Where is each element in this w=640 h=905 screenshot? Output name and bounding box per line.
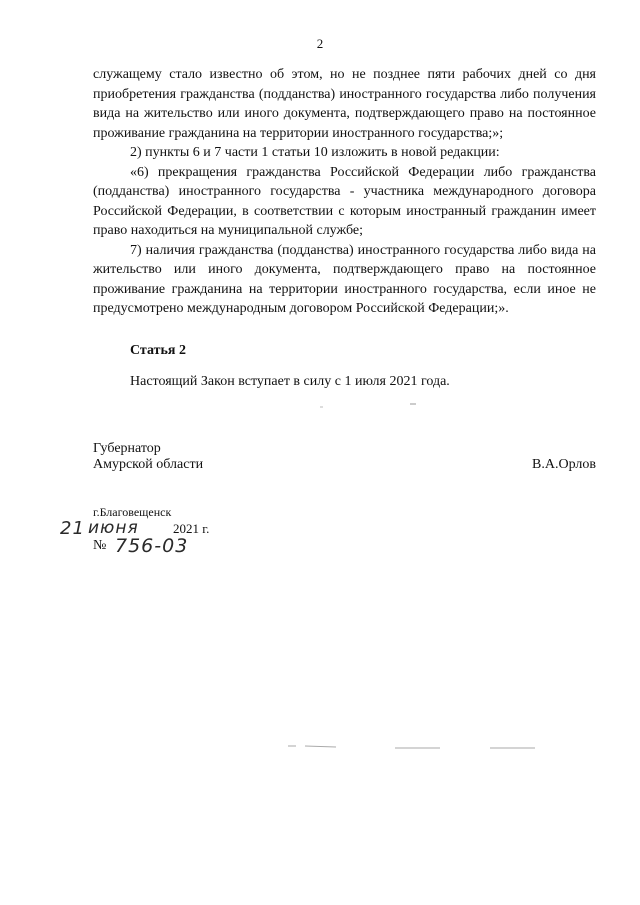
- handwritten-number: 756-03: [115, 535, 189, 557]
- number-sign: №: [93, 538, 107, 553]
- handwritten-day: 21: [60, 518, 85, 539]
- article-text: Настоящий Закон вступает в силу с 1 июля 2021 года.: [130, 374, 450, 389]
- place-of-signing: г.Благовещенск: [93, 505, 172, 519]
- paragraph-amendment-point-2: 2) пункты 6 и 7 части 1 статьи 10 изложить в новой редакции:: [130, 145, 500, 160]
- handwritten-month: июня: [88, 518, 139, 538]
- date-year: 2021 г.: [173, 521, 210, 536]
- paragraph-item-7: 7) наличия гражданства (подданства) иностранного государства либо вида на жительство или иного документа, подтверждающего право на постоянное проживание гражданина на территории иностранного государства, если иное не предусмотрено международным договором Российской Федерации;».: [93, 242, 596, 316]
- page-number: 2: [316, 36, 324, 51]
- signatory-title-line2: Амурской области: [93, 457, 204, 472]
- paragraph-item-6: «6) прекращения гражданства Российской Федерации либо гражданства (подданства) иностранного государства - участника международного договора Российской Федерации, в соответствии с которым иностранный гражданин имеет право находиться на муниципальной службе;: [93, 164, 596, 238]
- paragraph-continuation: служащему стало известно об этом, но не позднее пяти рабочих дней со дня приобретения гражданства (подданства) иностранного государства либо получения вида на жительство или иного документа, подтверждающего право на постоянное проживание гражданина на территории иностранного государства;»;: [93, 67, 596, 141]
- signatory-name: В.А.Орлов: [532, 457, 596, 472]
- article-heading: Статья 2: [130, 343, 186, 358]
- signatory-title-line1: Губернатор: [93, 441, 161, 456]
- scan-mark: [305, 746, 336, 747]
